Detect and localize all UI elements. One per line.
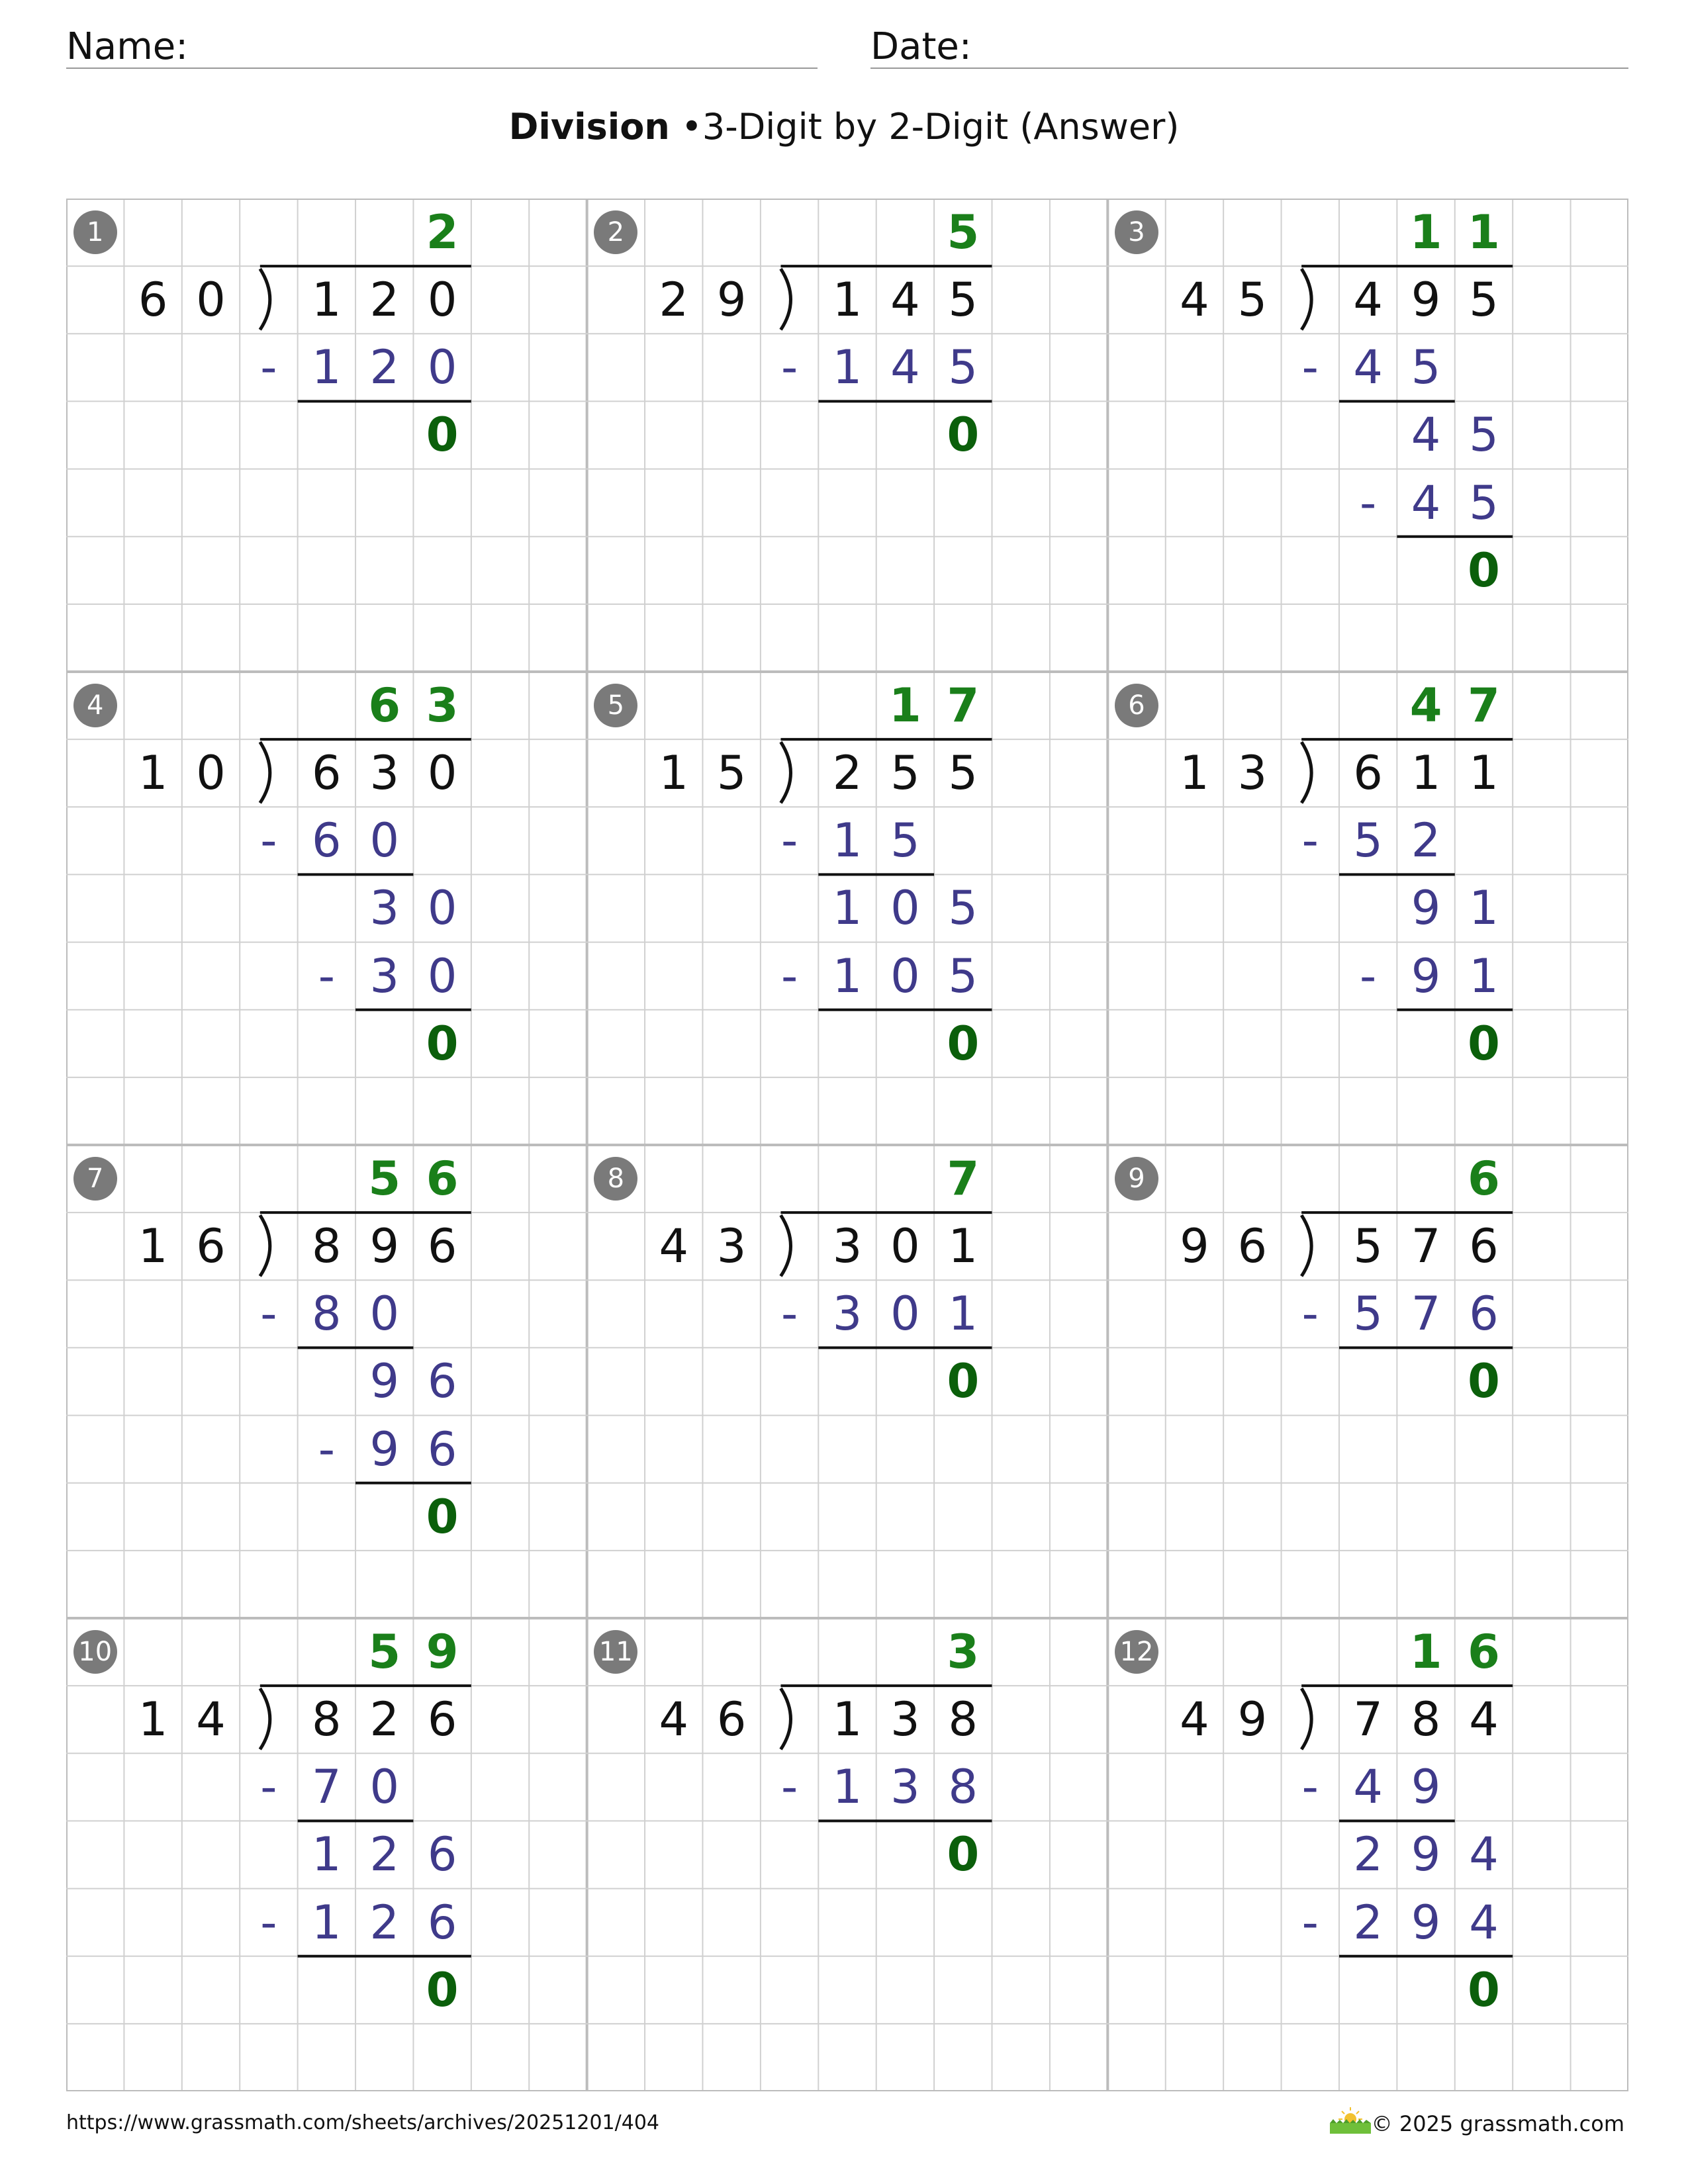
subtract-digit: 5 [1469,475,1499,530]
dividend-digit: 8 [948,1692,978,1747]
minus-sign: - [1301,1287,1319,1342]
quotient-digit: 1 [889,678,921,733]
remainder-digit: 0 [947,1827,980,1882]
dividend-digit: 1 [312,273,342,328]
quotient-digit: 1 [1409,205,1442,260]
minus-sign: - [318,948,335,1003]
remainder-digit: 0 [426,1962,459,2017]
divisor-digit: 9 [716,273,747,328]
minus-sign: - [260,340,277,395]
dividend-digit: 3 [890,1692,920,1747]
date-label: Date: [870,25,972,68]
dividend-digit: 7 [1353,1692,1383,1747]
subtract-digit: 1 [832,813,863,868]
quotient-digit: 5 [368,1152,401,1206]
subtract-digit: 2 [1353,1895,1383,1950]
minus-sign: - [318,1422,335,1477]
problem-number-badge: 6 [1115,684,1158,727]
dividend-digit: 5 [948,746,978,801]
subtract-digit: 9 [1411,1760,1441,1815]
subtract-digit: 0 [890,948,920,1003]
subtract-digit: 5 [1411,340,1441,395]
title-main: Division [508,106,670,148]
quotient-digit: 7 [947,1152,980,1206]
dividend-digit: 8 [312,1692,342,1747]
subtract-digit: 9 [1411,1895,1441,1950]
minus-sign: - [1360,475,1377,530]
divisor-digit: 3 [1237,746,1268,801]
quotient-digit: 1 [1409,1625,1442,1680]
grass-sun-logo-icon [1327,2103,1374,2136]
minus-sign: - [1301,813,1319,868]
subtract-digit: 6 [1469,1287,1499,1342]
subtract-digit: 3 [890,1760,920,1815]
subtract-digit: 1 [312,1895,342,1950]
date-line[interactable] [870,68,1628,69]
footer-copyright: © 2025 grassmath.com [1371,2111,1624,2136]
subtract-digit: 4 [1353,1760,1383,1815]
remainder-digit: 0 [947,1016,980,1071]
subtract-digit: 2 [369,340,399,395]
subtract-digit: 0 [369,1760,399,1815]
subtract-digit: 7 [1411,1287,1441,1342]
dividend-digit: 3 [369,746,399,801]
subtract-digit: 6 [427,1422,457,1477]
subtract-digit: 5 [1353,813,1383,868]
dividend-digit: 9 [1411,273,1441,328]
partial-digit: 3 [369,881,399,936]
subtract-digit: 0 [427,948,457,1003]
dividend-digit: 5 [1469,273,1499,328]
quotient-digit: 5 [947,205,980,260]
subtract-digit: 1 [1469,948,1499,1003]
quotient-digit: 5 [368,1625,401,1680]
divisor-digit: 4 [659,1219,689,1274]
divisor-digit: 3 [716,1219,747,1274]
remainder-digit: 0 [426,1016,459,1071]
minus-sign: - [1301,1895,1319,1950]
divisor-digit: 1 [138,746,168,801]
dividend-digit: 4 [1353,273,1383,328]
name-line[interactable] [66,68,818,69]
remainder-digit: 0 [1468,1354,1500,1409]
subtract-digit: 1 [832,340,863,395]
quotient-digit: 6 [1468,1152,1500,1206]
subtract-digit: 0 [369,813,399,868]
subtract-digit: 6 [312,813,342,868]
partial-digit: 5 [948,881,978,936]
remainder-digit: 0 [947,408,980,463]
dividend-digit: 8 [1411,1692,1441,1747]
dividend-digit: 1 [1411,746,1441,801]
dividend-digit: 5 [1353,1219,1383,1274]
dividend-digit: 6 [427,1692,457,1747]
name-label: Name: [66,25,189,68]
quotient-digit: 6 [368,678,401,733]
remainder-digit: 0 [1468,1016,1500,1071]
quotient-digit: 7 [947,678,980,733]
subtract-digit: 5 [948,948,978,1003]
quotient-digit: 1 [1468,205,1500,260]
dividend-digit: 1 [832,273,863,328]
subtract-digit: 1 [832,1760,863,1815]
quotient-digit: 7 [1468,678,1500,733]
subtract-digit: 1 [312,340,342,395]
title-bullet: • [669,106,702,148]
subtract-digit: 7 [312,1760,342,1815]
remainder-digit: 0 [1468,1962,1500,2017]
minus-sign: - [260,1287,277,1342]
partial-digit: 1 [312,1827,342,1882]
partial-digit: 0 [427,881,457,936]
partial-digit: 5 [1469,408,1499,463]
partial-digit: 4 [1469,1827,1499,1882]
dividend-digit: 2 [832,746,863,801]
problem-number-badge: 11 [594,1630,637,1674]
minus-sign: - [260,1895,277,1950]
title-sub: 3-Digit by 2-Digit (Answer) [702,106,1180,148]
quotient-digit: 6 [426,1152,459,1206]
problem-cells [66,199,1628,2091]
dividend-digit: 2 [369,1692,399,1747]
remainder-digit: 0 [426,408,459,463]
divisor-digit: 1 [659,746,689,801]
problem-number-badge: 9 [1115,1157,1158,1201]
subtract-digit: 9 [1411,948,1441,1003]
dividend-digit: 9 [369,1219,399,1274]
subtract-digit: 0 [369,1287,399,1342]
quotient-digit: 3 [426,678,459,733]
dividend-digit: 0 [427,746,457,801]
minus-sign: - [780,340,798,395]
divisor-digit: 0 [196,273,226,328]
divisor-digit: 2 [659,273,689,328]
minus-sign: - [780,1287,798,1342]
minus-sign: - [780,1760,798,1815]
problem-number-badge: 4 [73,684,117,727]
subtract-digit: 4 [1353,340,1383,395]
partial-digit: 9 [1411,881,1441,936]
dividend-digit: 6 [1353,746,1383,801]
divisor-digit: 6 [716,1692,747,1747]
divisor-digit: 6 [138,273,168,328]
page-title [0,106,1688,148]
partial-digit: 6 [427,1827,457,1882]
partial-digit: 9 [369,1354,399,1409]
subtract-digit: 1 [948,1287,978,1342]
partial-digit: 6 [427,1354,457,1409]
subtract-digit: 6 [427,1895,457,1950]
quotient-digit: 6 [1468,1625,1500,1680]
dividend-digit: 0 [890,1219,920,1274]
dividend-digit: 1 [948,1219,978,1274]
subtract-digit: 5 [890,813,920,868]
dividend-digit: 1 [1469,746,1499,801]
remainder-digit: 0 [426,1489,459,1544]
problem-number-badge: 10 [73,1630,117,1674]
subtract-digit: 4 [1469,1895,1499,1950]
problem-number-badge: 3 [1115,210,1158,254]
subtract-digit: 0 [890,1287,920,1342]
divisor-digit: 5 [716,746,747,801]
partial-digit: 2 [1353,1827,1383,1882]
remainder-digit: 0 [947,1354,980,1409]
divisor-digit: 1 [138,1692,168,1747]
partial-digit: 1 [1469,881,1499,936]
divisor-digit: 5 [1237,273,1268,328]
divisor-digit: 4 [659,1692,689,1747]
subtract-digit: 1 [832,948,863,1003]
dividend-digit: 6 [427,1219,457,1274]
footer-url[interactable]: https://www.grassmath.com/sheets/archives/20251201/404 [66,2111,660,2134]
subtract-digit: 4 [1411,475,1441,530]
divisor-digit: 0 [196,746,226,801]
subtract-digit: 3 [369,948,399,1003]
divisor-digit: 4 [196,1692,226,1747]
problem-number-badge: 1 [73,210,117,254]
minus-sign: - [260,1760,277,1815]
partial-digit: 4 [1411,408,1441,463]
dividend-digit: 4 [1469,1692,1499,1747]
subtract-digit: 5 [1353,1287,1383,1342]
divisor-digit: 9 [1180,1219,1209,1274]
subtract-digit: 2 [1411,813,1441,868]
dividend-digit: 0 [427,273,457,328]
dividend-digit: 2 [369,273,399,328]
partial-digit: 1 [832,881,863,936]
dividend-digit: 5 [948,273,978,328]
subtract-digit: 5 [948,340,978,395]
dividend-digit: 5 [890,746,920,801]
divisor-digit: 9 [1237,1692,1268,1747]
quotient-digit: 4 [1409,678,1442,733]
minus-sign: - [1301,340,1319,395]
dividend-digit: 1 [832,1692,863,1747]
quotient-digit: 2 [426,205,459,260]
problem-number-badge: 12 [1115,1630,1158,1674]
partial-digit: 2 [369,1827,399,1882]
divisor-digit: 4 [1180,1692,1209,1747]
divisor-digit: 4 [1180,273,1209,328]
subtract-digit: 8 [312,1287,342,1342]
dividend-digit: 8 [312,1219,342,1274]
remainder-digit: 0 [1468,543,1500,598]
divisor-digit: 1 [138,1219,168,1274]
problem-number-badge: 5 [594,684,637,727]
dividend-digit: 3 [832,1219,863,1274]
problem-number-badge: 7 [73,1157,117,1201]
divisor-digit: 1 [1180,746,1209,801]
minus-sign: - [780,948,798,1003]
dividend-digit: 7 [1411,1219,1441,1274]
subtract-digit: 3 [832,1287,863,1342]
dividend-digit: 6 [1469,1219,1499,1274]
subtract-digit: 8 [948,1760,978,1815]
subtract-digit: 9 [369,1422,399,1477]
partial-digit: 0 [890,881,920,936]
minus-sign: - [260,813,277,868]
minus-sign: - [1360,948,1377,1003]
minus-sign: - [1301,1760,1319,1815]
divisor-digit: 6 [1237,1219,1268,1274]
problem-number-badge: 8 [594,1157,637,1201]
quotient-digit: 9 [426,1625,459,1680]
worksheet-grid [66,199,1628,2091]
subtract-digit: 2 [369,1895,399,1950]
quotient-digit: 3 [947,1625,980,1680]
problem-number-badge: 2 [594,210,637,254]
dividend-digit: 4 [890,273,920,328]
divisor-digit: 6 [196,1219,226,1274]
subtract-digit: 0 [427,340,457,395]
dividend-digit: 6 [312,746,342,801]
subtract-digit: 4 [890,340,920,395]
partial-digit: 9 [1411,1827,1441,1882]
minus-sign: - [780,813,798,868]
